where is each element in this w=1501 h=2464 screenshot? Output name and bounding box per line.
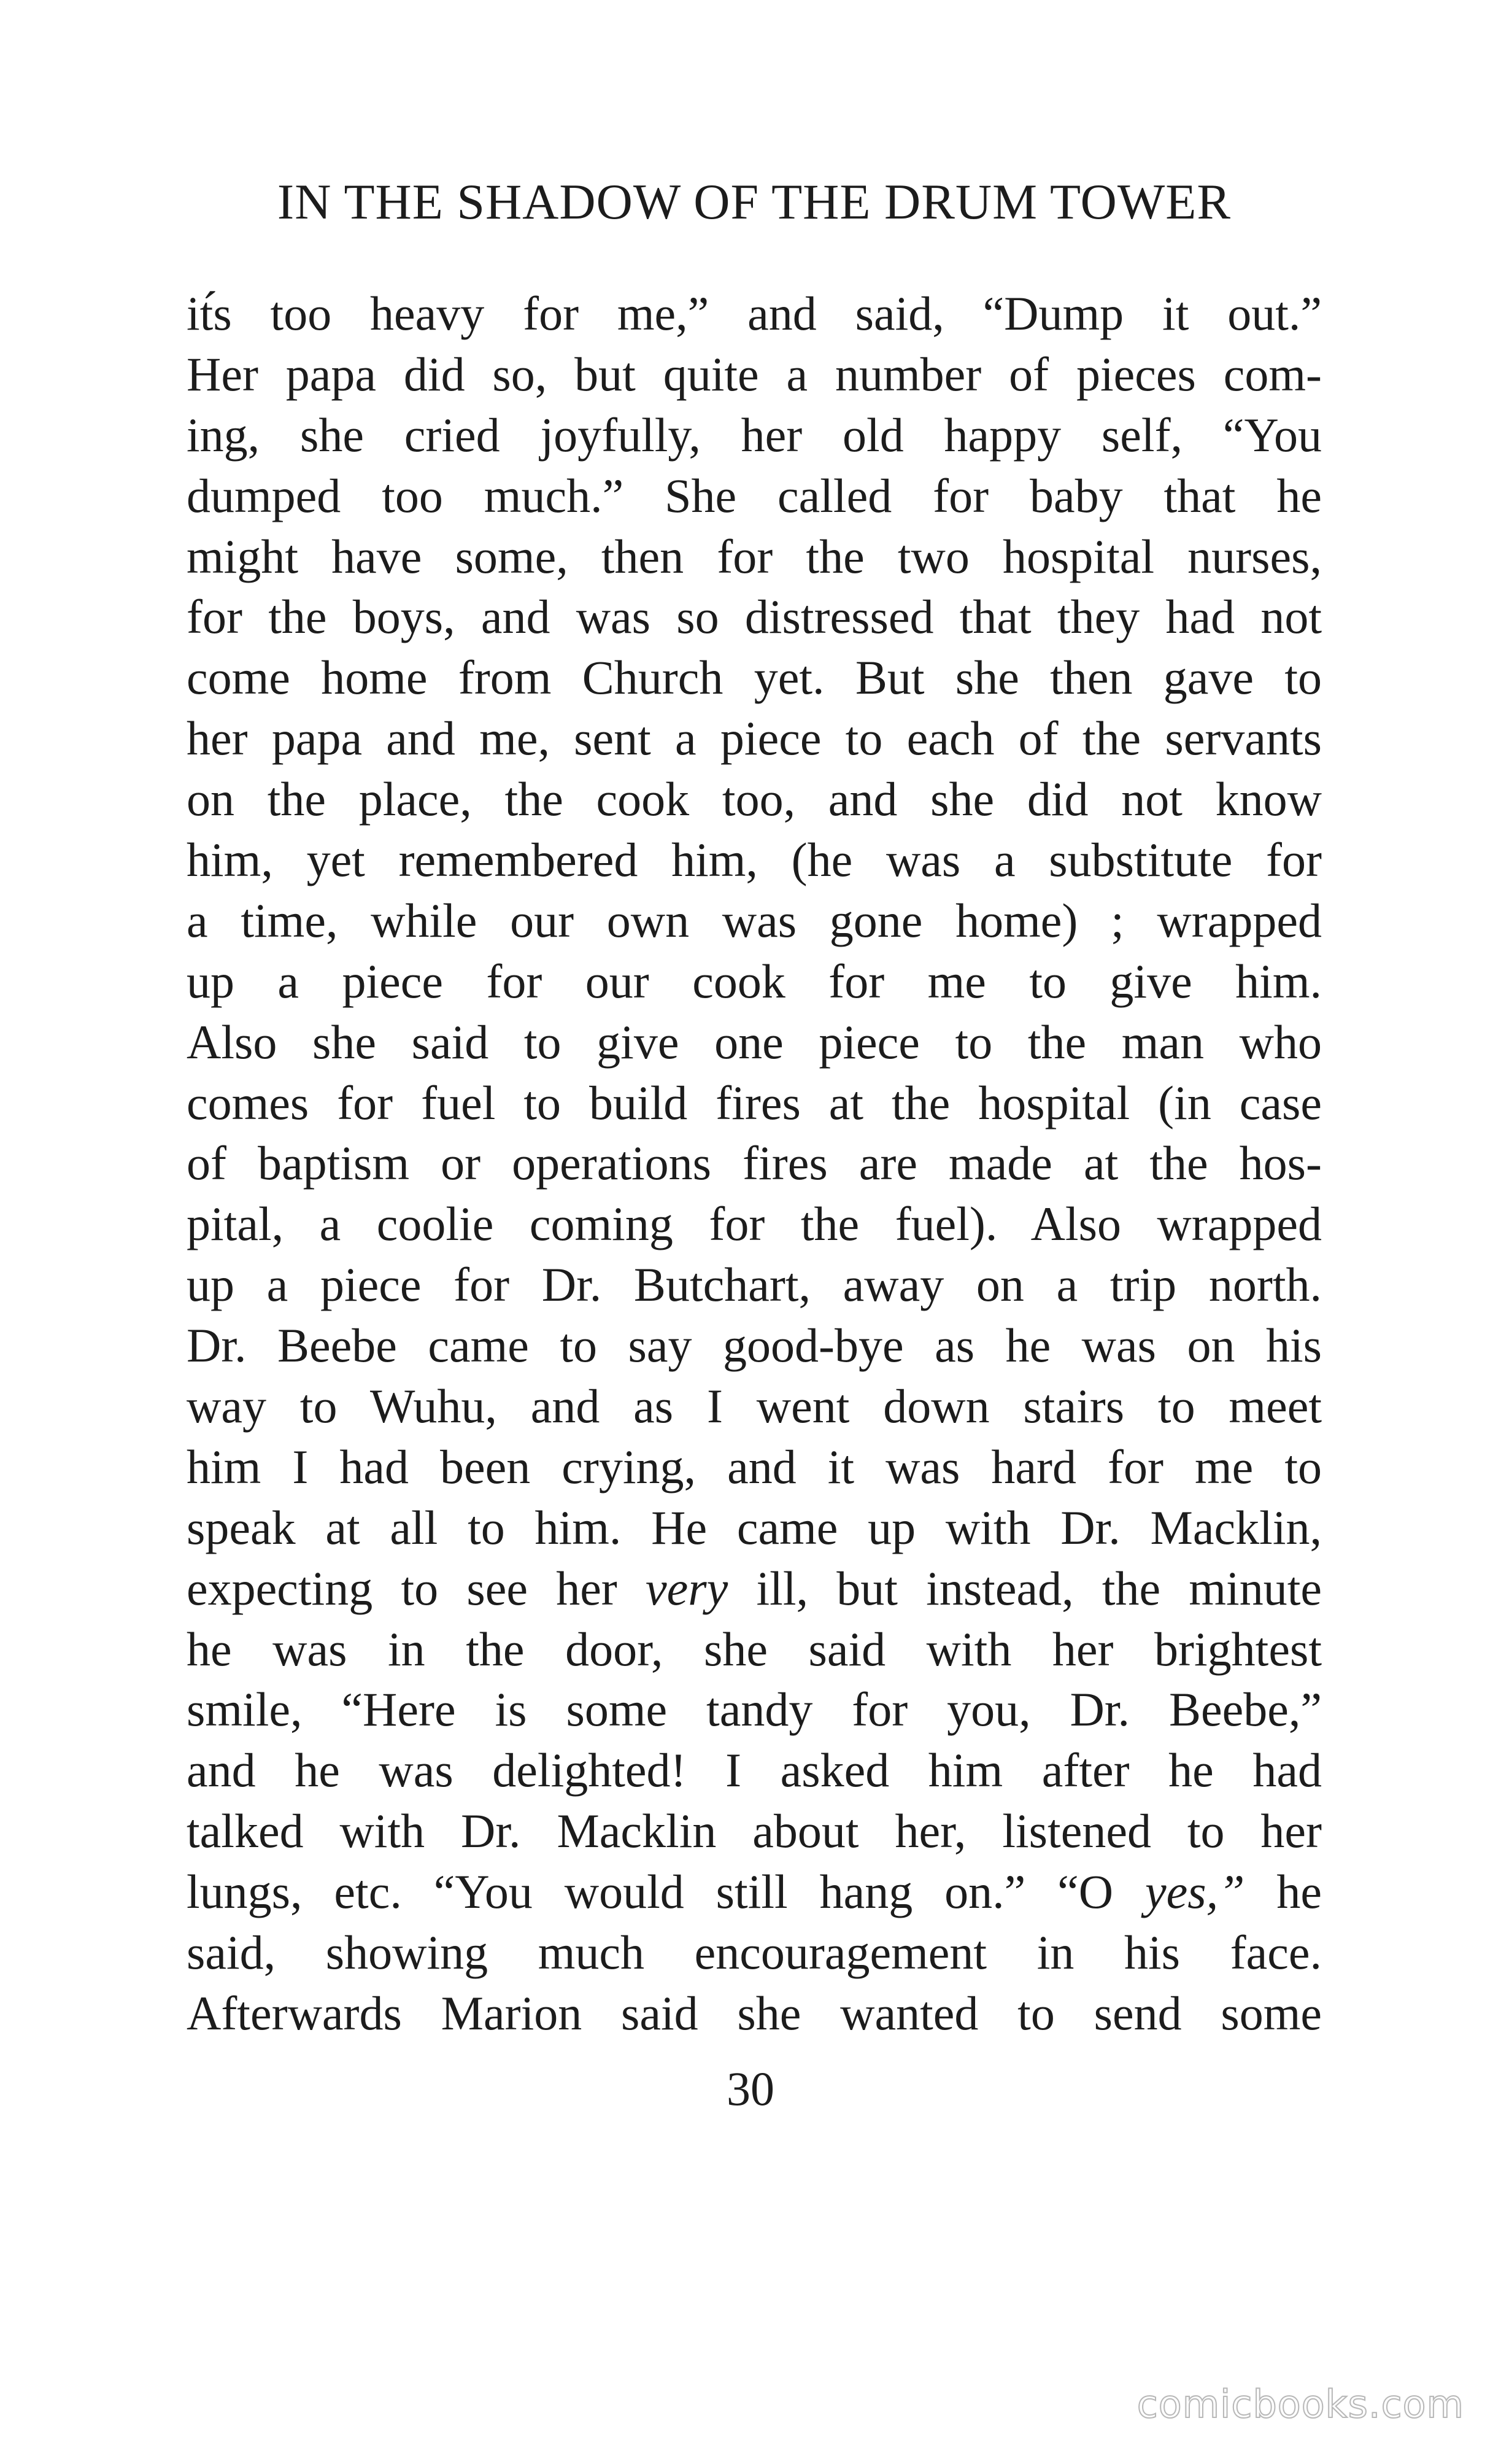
text-line: said, showing much encouragement in his face. xyxy=(187,1926,1322,1980)
text-line: speak at all to him. He came up with Dr. Macklin, xyxy=(187,1500,1322,1554)
text-line xyxy=(187,1862,1322,1923)
text-line: of baptism or operations fires are made at the hos- xyxy=(187,1136,1322,1190)
text-line: her papa and me, sent a piece to each of the servants xyxy=(187,711,1322,765)
text-line: a time, while our own was gone home) ; wrapped xyxy=(187,893,1322,947)
text-line: come home from Church yet. But she then gave to xyxy=(187,651,1322,705)
page-number: 30 xyxy=(727,2062,774,2115)
text-line: smile, “Here is some tandy for you, Dr. Beebe,” xyxy=(187,1683,1322,1737)
text-run: he xyxy=(1244,1865,1322,1919)
text-line: it́s too heavy for me,” and said, “Dump it out.” xyxy=(187,287,1322,340)
text-line: Her papa did so, but quite a number of pieces com- xyxy=(187,347,1322,401)
text-line: comes for fuel to build fires at the hospital (in case xyxy=(187,1075,1322,1129)
running-head: IN THE SHADOW OF THE DRUM TOWER xyxy=(277,174,1232,230)
text-line: Afterwards Marion said she wanted to send some xyxy=(187,1986,1322,2040)
italic-text: yes,” xyxy=(1145,1865,1245,1919)
text-line: him I had been crying, and it was hard for me to xyxy=(187,1439,1322,1494)
text-line: pital, a coolie coming for the fuel). Also wrapped xyxy=(187,1197,1322,1251)
text-line: Dr. Beebe came to say good-bye as he was on his xyxy=(187,1319,1322,1373)
italic-text: very xyxy=(646,1561,728,1615)
text-run: expecting to see her xyxy=(187,1561,646,1615)
text-line: dumped too much.” She called for baby that he xyxy=(187,468,1322,522)
body-text xyxy=(187,284,1322,2044)
text-line: up a piece for Dr. Butchart, away on a trip north. xyxy=(187,1258,1322,1312)
text-line: for the boys, and was so distressed that they had not xyxy=(187,590,1322,644)
text-line: he was in the door, she said with her brightest xyxy=(187,1622,1322,1676)
text-line: might have some, then for the two hospital nurses, xyxy=(187,529,1322,583)
text-run: lungs, etc. “You would still hang on.” “O xyxy=(187,1865,1145,1919)
text-line: and he was delighted! I asked him after he had xyxy=(187,1743,1322,1797)
text-line xyxy=(187,1559,1322,1619)
watermark: comicbooks.com xyxy=(1136,2382,1464,2427)
text-line: ing, she cried joyfully, her old happy self, “You xyxy=(187,408,1322,462)
text-line: him, yet remembered him, (he was a substitute for xyxy=(187,833,1322,887)
text-run: ill, but instead, the minute xyxy=(728,1561,1322,1615)
text-line: Also she said to give one piece to the man who xyxy=(187,1015,1322,1069)
text-line: talked with Dr. Macklin about her, listened to her xyxy=(187,1804,1322,1858)
text-line: up a piece for our cook for me to give him. xyxy=(187,954,1322,1008)
text-line: way to Wuhu, and as I went down stairs to meet xyxy=(187,1379,1322,1433)
text-line: on the place, the cook too, and she did not know xyxy=(187,772,1322,826)
